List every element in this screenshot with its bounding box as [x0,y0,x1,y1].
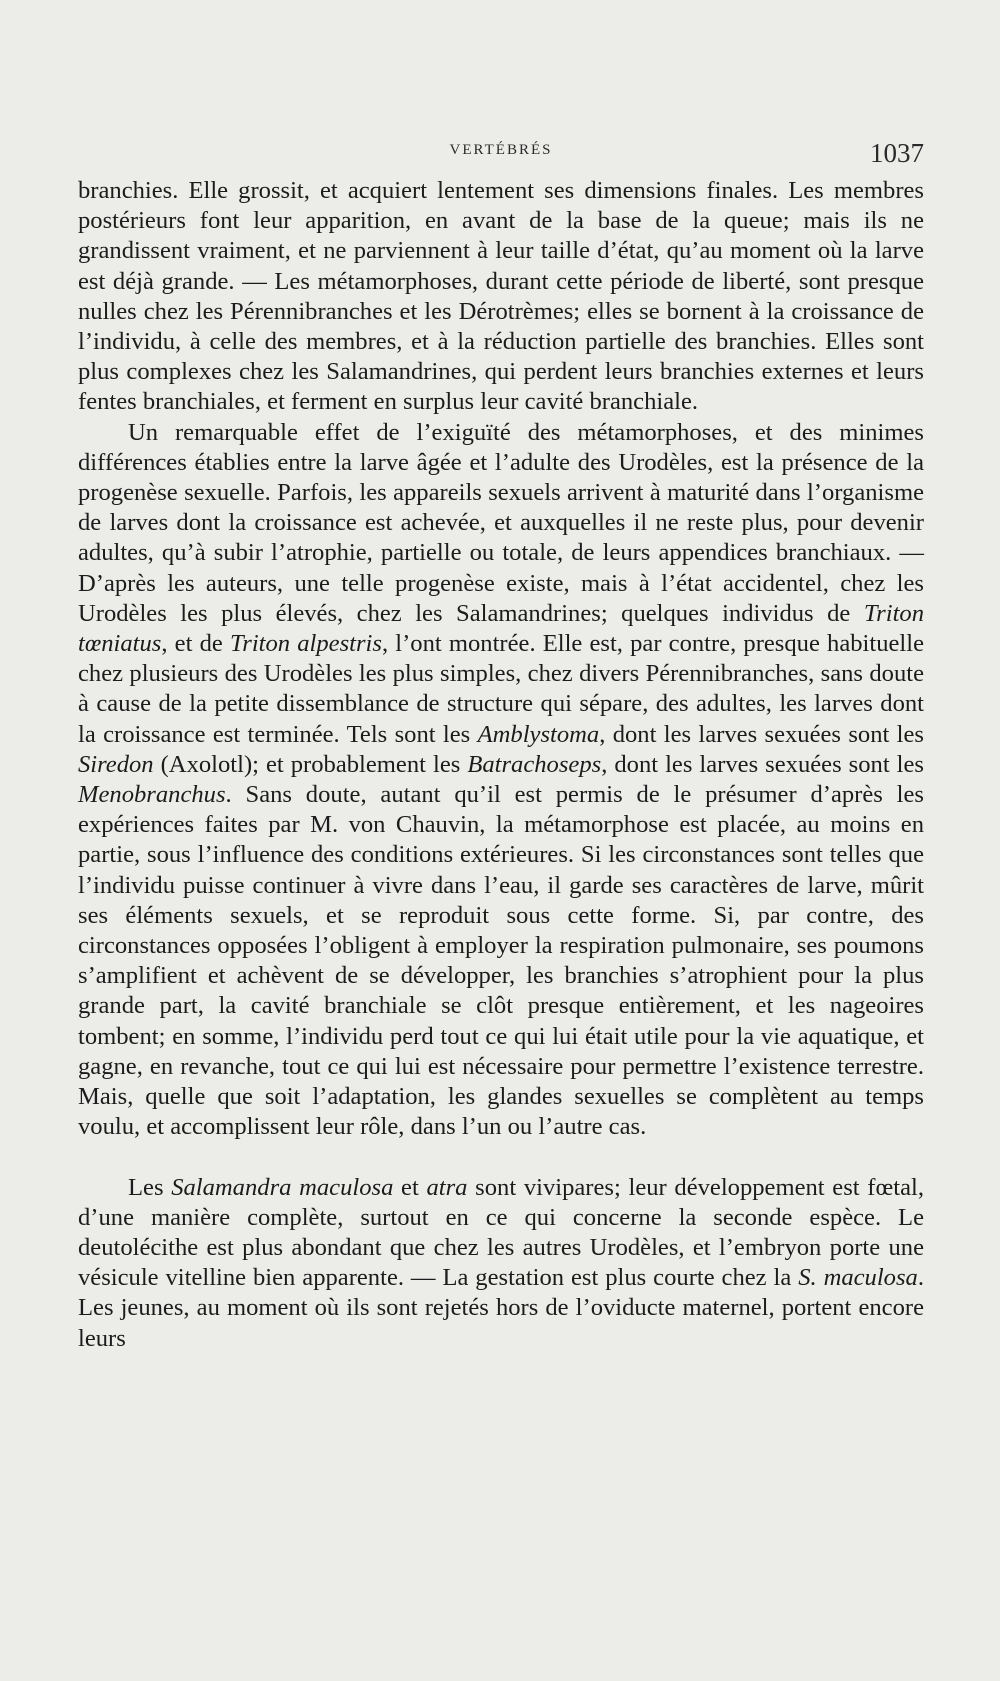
running-title: VERTÉBRÉS [449,142,553,158]
text-run: Un remarquable effet de l’exiguïté des métamorphoses, et des minimes différences établies entre la larve âgée et l’adulte des Urodèles, est la présence de la progenèse sexuelle. Parfois, les appareils sexuels arrivent à maturité dans l’organisme de larves dont la croissance est achevée, et auxquelles il ne reste plus, pour devenir adultes, qu’à subir l’atrophie, partielle ou totale, de leurs appendices branchiaux. — D’après les auteurs, une telle progenèse existe, mais à l’état accidentel, chez les Urodèles les plus élevés, chez les Salamandrines; quelques individus de [78,418,924,627]
text-run: , dont les larves sexuées sont les [599,720,924,748]
italic-term: Amblystoma [477,720,600,748]
text-run: , dont les larves sexuées sont les [601,750,924,778]
text-run: , et de [161,630,230,658]
italic-term: Batrachoseps [467,750,602,778]
italic-term: Salamandra maculosa [171,1173,394,1201]
text-run: Les [128,1173,172,1201]
italic-term: Triton tœniatus [78,599,924,658]
text-run: . Sans doute, autant qu’il est permis de le présumer d’après les expériences faites par M. von Chauvin, la métamorphose est placée, au moins en partie, sous l’influence des conditions extérieures. Si les circonstances sont telles que l’individu puisse continuer à vivre dans l’eau, il garde ses caractères de larve, mûrit ses éléments sexuels, et se reproduit sous cette forme. Si, par contre, des circonstances opposées l’obligent à employer la respiration pulmonaire, ses poumons s’amplifient et achèvent de se développer, les branchies s’atrophient pour la plus grande part, la cavité branchiale se clôt presque entièrement, et les nageoires tombent; en somme, l’individu perd tout ce qui lui était utile pour la vie aquatique, et gagne, en revanche, tout ce qui lui est nécessaire pour permettre l’existence terrestre. Mais, quelle que soit l’adaptation, les glandes sexuelles se complètent au temps voulu, et accomplissent leur rôle, dans l’un ou l’autre cas. [78,781,924,1141]
page-number: 1037 [870,138,924,168]
paragraph [78,176,924,418]
italic-term: Menobranchus [78,781,226,809]
text-run: et [393,1173,427,1201]
italic-term: atra [426,1173,468,1201]
running-header [78,138,924,178]
italic-term: Triton alpestris [229,630,382,658]
text-run: sont vivipares; leur développement est fœtal, d’une manière complète, surtout en ce qui concerne la seconde espèce. Le deutolécithe est plus abondant que chez les autres Urodèles, et l’embryon porte une vésicule vitelline bien apparente. — La gestation est plus courte chez la [78,1173,924,1292]
body-text [78,176,924,1354]
text-run: branchies. Elle grossit, et acquiert lentement ses dimensions finales. Les membres postérieurs font leur apparition, en avant de la base de la queue; mais ils ne grandissent vraiment, et ne parviennent à leur taille d’état, qu’au moment où la larve est déjà grande. — Les métamorphoses, durant cette période de liberté, sont presque nulles chez les Pérennibranches et les Dérotrèmes; elles se bornent à la croissance de l’individu, à celle des membres, et à la réduction partielle des branchies. Elles sont plus complexes chez les Salamandrines, qui perdent leurs branchies externes et leurs fentes branchiales, et ferment en surplus leur cavité branchiale. [78,177,924,416]
paragraph [78,1173,924,1354]
text-run: , l’ont montrée. Elle est, par contre, presque habituelle chez plusieurs des Urodèles les plus simples, chez divers Pérennibranches, sans doute à cause de la petite dissemblance de structure qui sépare, des adultes, les larves dont la croissance est terminée. Tels sont les [78,630,924,748]
paragraph [78,418,924,1143]
italic-term: Siredon [78,750,154,778]
text-run: . Les jeunes, au moment où ils sont rejetés hors de l’oviducte maternel, portent encore leurs [78,1264,924,1352]
text-run: (Axolotl); et probablement les [153,750,468,778]
italic-term: S. maculosa [798,1264,918,1292]
